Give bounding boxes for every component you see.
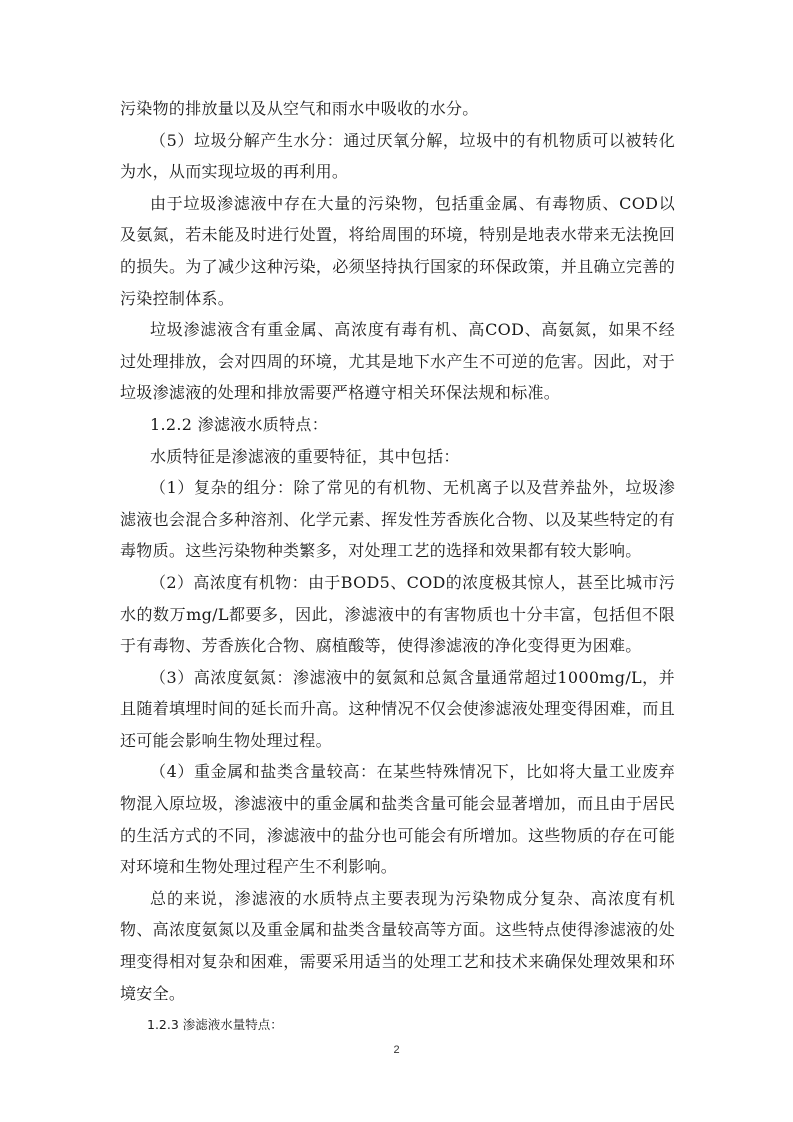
paragraph-pollution: 由于垃圾渗滤液中存在大量的污染物，包括重金属、有毒物质、COD以及氨氮，若未能及时进行处置，将给周围的环境，特别是地表水带来无法挽回的损失。为了减少这种污染，必须坚持执行国家的环保政策，并且确立完善的污染控制体系。 <box>120 193 675 308</box>
paragraph-quality-intro: 水质特征是渗滤液的重要特征，其中包括： <box>150 446 460 466</box>
paragraph-item-3: （3）高浓度氨氮：渗滤液中的氨氮和总氮含量通常超过1000mg/L，并且随着填埋时间的延长而升高。这种情况不仅会使渗滤液处理变得困难，而且还可能会影响生物处理过程。 <box>120 667 675 750</box>
paragraph-item-4: （4）重金属和盐类含量较高：在某些特殊情况下，比如将大量工业废弃物混入原垃圾，渗滤液中的重金属和盐类含量可能会显著增加，而且由于居民的生活方式的不同，渗滤液中的盐分也可能会有所增加。这些物质的存在可能对环境和生物处理过程产生不利影响。 <box>120 762 675 877</box>
paragraph-item-5: （5）垃圾分解产生水分：通过厌氧分解，垃圾中的有机物质可以被转化为水，从而实现垃圾的再利用。 <box>120 130 675 182</box>
paragraph-item-2: （2）高浓度有机物：由于BOD5、COD的浓度极其惊人，甚至比城市污水的数万mg/L都要多，因此，渗滤液中的有害物质也十分丰富，包括但不限于有毒物、芳香族化合物、腐植酸等，使得渗滤液的净化变得更为困难。 <box>120 572 675 656</box>
section-heading-1-2-3: 1.2.3 渗滤液水量特点： <box>147 1017 283 1033</box>
document-body <box>120 93 675 1041</box>
paragraph-leachate-hazard: 垃圾渗滤液含有重金属、高浓度有毒有机、高COD、高氨氮，如果不经过处理排放，会对四周的环境，尤其是地下水产生不可逆的危害。因此，对于垃圾渗滤液的处理和排放需要严格遵守相关环保法规和标准。 <box>120 320 675 403</box>
section-heading-1-2-2: 1.2.2 渗滤液水质特点： <box>150 414 328 434</box>
paragraph-continuation: 污染物的排放量以及从空气和雨水中吸收的水分。 <box>120 99 479 118</box>
page-number: 2 <box>393 1044 400 1056</box>
paragraph-summary: 总的来说，渗滤液的水质特点主要表现为污染物成分复杂、高浓度有机物、高浓度氨氮以及重金属和盐类含量较高等方面。这些特点使得渗滤液的处理变得相对复杂和困难，需要采用适当的处理工艺和技术来确保处理效果和环境安全。 <box>120 888 675 1003</box>
paragraph-item-1: （1）复杂的组分：除了常见的有机物、无机离子以及营养盐外，垃圾渗滤液也会混合多种溶剂、化学元素、挥发性芳香族化合物、以及某些特定的有毒物质。这些污染物种类繁多，对处理工艺的选择和效果都有较大影响。 <box>120 478 675 561</box>
